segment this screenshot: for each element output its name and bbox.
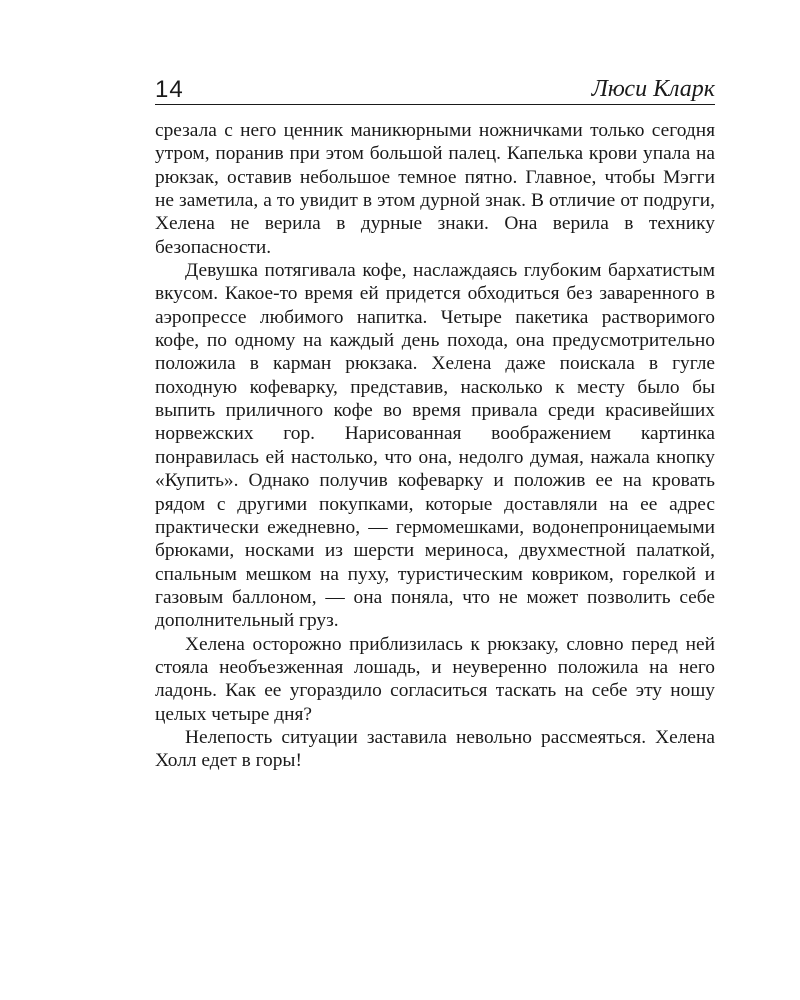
page-number: 14 bbox=[155, 76, 184, 103]
body-text bbox=[155, 119, 715, 773]
paragraph-coffee: Девушка потягивала кофе, наслаждаясь глубоким бархатистым вкусом. Какое-то время ей придется обходиться без заваренного в аэропрессе любимого напитка. Четыре пакетика растворимого кофе, по одному на каждый день похода, она предусмотрительно положила в карман рюкзака. Хелена даже поискала в гугле походную кофеварку, представив, насколько к месту было бы выпить приличного кофе во время привала среди красивейших норвежских гор. Нарисованная воображением картинка понравилась ей настолько, что она, недолго думая, нажала кнопку «Купить». Однако получив кофеварку и положив ее на кровать рядом с другими покупками, которые доставляли на ее адрес практически ежедневно, — гермомешками, водонепроницаемыми брюками, носками из шерсти мериноса, двухместной палаткой, спальным мешком на пуху, туристическим ковриком, горелкой и газовым баллоном, — она поняла, что не может позволить себе дополнительный груз. bbox=[155, 260, 715, 632]
paragraph-laugh: Нелепость ситуации заставила невольно рассмеяться. Хелена Холл едет в горы! bbox=[155, 726, 715, 772]
paragraph-continuation: срезала с него ценник маникюрными ножничками только сегодня утром, поранив при этом большой палец. Капелька крови упала на рюкзак, оставив небольшое темное пятно. Главное, чтобы Мэгги не заметила, а то увидит в этом дурной знак. В отличие от подруги, Хелена не верила в дурные знаки. Она верила в технику безопасности. bbox=[155, 120, 715, 258]
running-head-author: Люси Кларк bbox=[591, 76, 715, 102]
page-header bbox=[155, 72, 715, 105]
paragraph-backpack: Хелена осторожно приблизилась к рюкзаку, словно перед ней стояла необъезженная лошадь, и неуверенно положила на него ладонь. Как ее угораздило согласиться таскать на себе эту ношу целых четыре дня? bbox=[155, 633, 715, 725]
book-page bbox=[155, 72, 715, 773]
